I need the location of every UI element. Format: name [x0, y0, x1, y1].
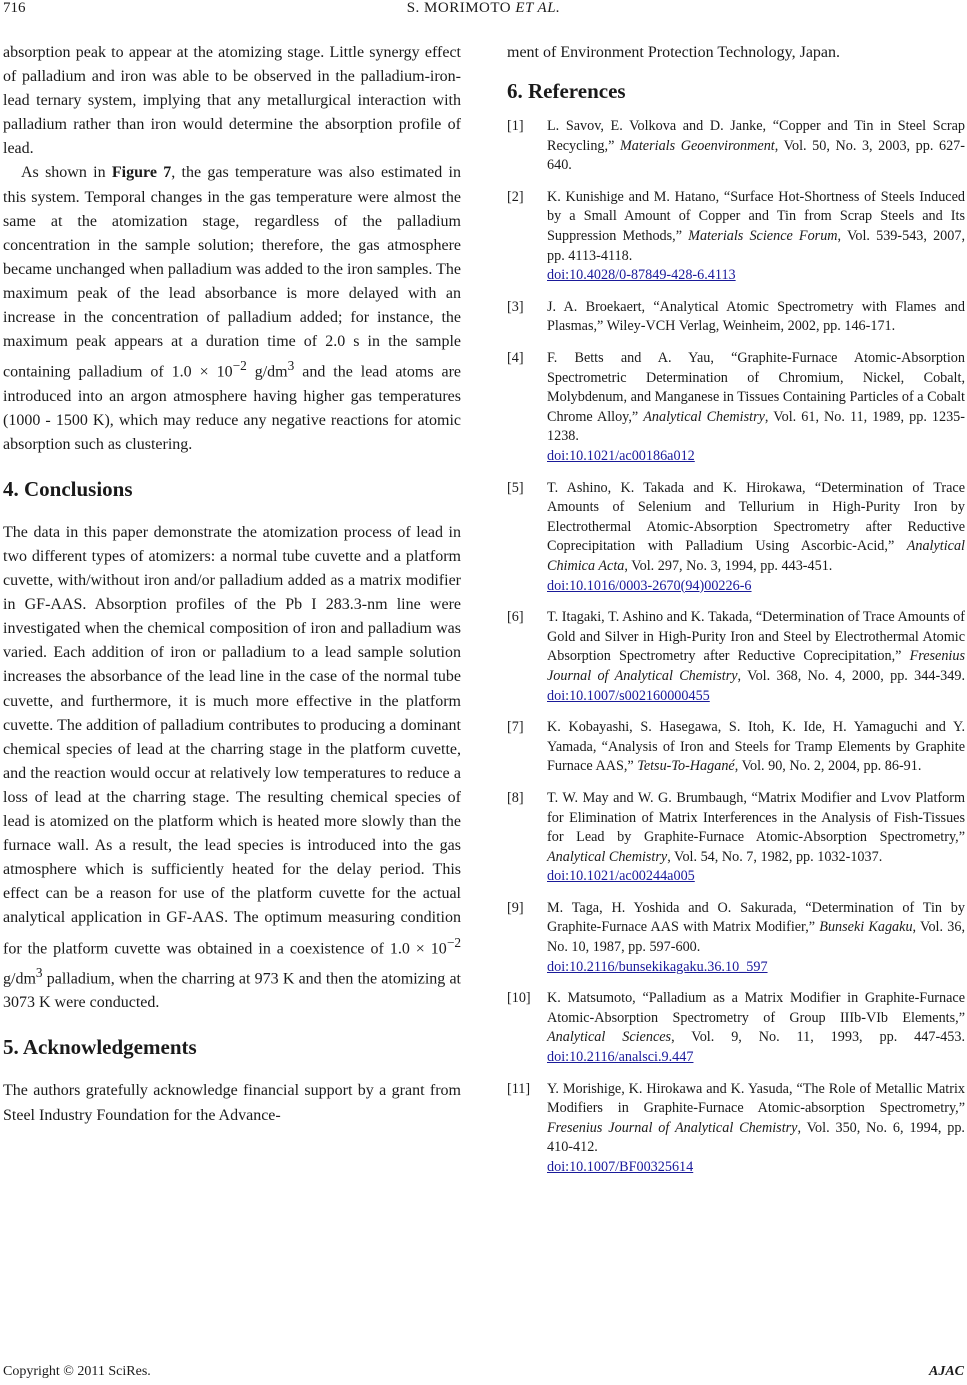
reference-item: [9] M. Taga, H. Yoshida and O. Sakurada, “Determination of Tin by Graphite-Furnace AAS with Matrix Modifier,” Bunseki Kagaku, Vol. 36, No. 10, 1987, pp. 597-600. doi:10.2116/bunsekikagaku.36.10_597 — [507, 899, 965, 975]
reference-journal: Analytical Chemistry — [643, 408, 765, 425]
reference-number: [10] — [507, 990, 531, 1007]
doi-link[interactable]: doi:10.4028/0-87849-428-6.4113 — [547, 267, 736, 284]
doi-link[interactable]: doi:10.1016/0003-2670(94)00226-6 — [547, 577, 752, 594]
reference-journal: Fresenius Journal of Analytical Chemistry — [547, 1119, 798, 1136]
right-column — [507, 41, 965, 1190]
reference-number: [5] — [507, 479, 524, 496]
paragraph-conclusions: The data in this paper demonstrate the atomization process of lead in two different types of atomizers: a normal tube cuvette and a platform cuvette, with/without iron and/or palladium added as a matrix modifier in GF-AAS. Absorption profiles of the Pb I 283.3-nm line were investigated when the chemical composition of iron and palladium was varied. Each addition of iron or palladium to a lead sample solution increases the absorbance of the lead line in the case of the normal tube cuvette, and furthermore, it is much more effective in the platform cuvette. The addition of palladium contributes to producing a dominant chemical species of lead at the charring stage in the platform cuvette, and the reaction would occur at relatively low temperatures to reduce a loss of lead at the charring stage. The resulting chemical species of lead is atomized on the platform which is heated more slowly than the furnace wall. As a result, the lead species is introduced into the gas atmosphere which is sufficiently heated for the delay period. This effect can be a reason for use of the platform cuvette for the actual analytical application in GF-AAS. The optimum measuring condition for the platform cuvette was obtained in a coexistence of $1.0 \times 10^{-2}$ $g/dm^3$ palladium, when the charring at 973 K and then the atomizing at 3073 K were conducted. — [3, 523, 461, 1012]
running-title-etal: ET AL. — [515, 0, 561, 16]
reference-journal: Analytical Chimica Acta — [547, 538, 965, 574]
reference-item: [6] T. Itagaki, T. Ashino and K. Takada, “Determination of Trace Amounts of Gold and Silver in High-Purity Iron and Steel by Electrothermal Atomic Absorption Spectrometry after Reductive Coprecipitation,” Fresenius Journal of Analytical Chemistry, Vol. 368, No. 4, 2000, pp. 344-349. doi:10.1007/s002160000455 — [507, 609, 965, 704]
reference-number: [6] — [507, 609, 524, 626]
reference-item: [5] T. Ashino, K. Takada and K. Hirokawa, “Determination of Trace Amounts of Selenium and Tellurium in High-Purity Iron by Electrothermal Atomic-Absorption Spectrometry after Reductive Coprecipitation with Palladium Using Ascorbic-Acid,” Analytical Chimica Acta, Vol. 297, No. 3, 1994, pp. 443-451. doi:10.1016/0003-2670(94)00226-6 — [507, 479, 965, 594]
paragraph-acknowledgements-cont: ment of Environment Protection Technology, Japan. — [507, 44, 841, 61]
reference-item: [10] K. Matsumoto, “Palladium as a Matrix Modifier in Graphite-Furnace Atomic-Absorption Spectrometry of Group IIIb-VIb Elements,” Analytical Sciences, Vol. 9, No. 11, 1993, pp. 447-453. doi:10.2116/analsci.9.447 — [507, 990, 966, 1066]
doi-link[interactable]: doi:10.1007/BF00325614 — [547, 1159, 694, 1175]
doi-link[interactable]: doi:10.1007/s002160000455 — [547, 687, 710, 704]
reference-journal: Materials Geoenvironment — [619, 137, 775, 154]
journal-abbrev: AJAC — [928, 1364, 964, 1379]
reference-list — [507, 117, 965, 1178]
reference-journal: Tetsu-To-Hagané — [637, 758, 735, 775]
reference-number: [7] — [507, 719, 524, 736]
paragraph-acknowledgements: The authors gratefully acknowledge financial support by a grant from Steel Industry Foundation for the Advance- — [3, 1082, 461, 1124]
reference-journal: Analytical Chemistry — [547, 848, 668, 865]
paragraph-absorption-peak: absorption peak to appear at the atomizing stage. Little synergy effect of palladium and iron was able to be observed in the palladium-iron-lead ternary system, implying that any metallurgical interaction with palladium rather than iron would determine the absorption profile of lead. — [3, 44, 461, 158]
reference-journal: Analytical Sciences — [547, 1029, 672, 1046]
reference-item: [7] K. Kobayashi, S. Hasegawa, S. Itoh, K. Ide, H. Yamaguchi and Y. Yamada, “Analysis of Iron and Steels for Tramp Elements by Graphite Furnace AAS,” Tetsu-To-Hagané, Vol. 90, No. 2, 2004, pp. 86-91. — [507, 719, 965, 775]
running-title — [0, 0, 967, 17]
doi-link[interactable]: doi:10.2116/bunsekikagaku.36.10_597 — [547, 958, 768, 975]
reference-number: [3] — [507, 298, 524, 315]
reference-number: [9] — [507, 899, 524, 916]
reference-journal: Bunseki Kagaku — [819, 919, 913, 936]
paragraph-gas-temperature: As shown in Figure 7, the gas temperature was also estimated in this system. Temporal changes in the gas temperature were almost the same at the atomization stage, regardless of the palladium concentration in the sample solution; therefore, the gas atmosphere became unchanged when palladium was added to the iron samples. The maximum peak of the lead absorbance is more delayed with an increase in the concentration of palladium added; for instance, the maximum peak appears at a duration time of 2.0 s in the sample containing palladium of $1.0 \times 10^{-2}$ $g/dm^3$ and the lead atoms are introduced into an argon atmosphere having higher gas temperatures (1000 - 1500 K), which may reduce any negative reactions for atomic absorption such as clustering. — [3, 164, 462, 453]
reference-item: [1] L. Savov, E. Volkova and D. Janke, “Copper and Tin in Steel Scrap Recycling,” Materials Geoenvironment, Vol. 50, No. 3, 2003, pp. 627-640. — [507, 118, 965, 174]
doi-link[interactable]: doi:10.2116/analsci.9.447 — [547, 1049, 694, 1066]
reference-number: [8] — [507, 789, 524, 806]
doi-link[interactable]: doi:10.1021/ac00186a012 — [547, 448, 695, 464]
left-column — [3, 41, 461, 1128]
reference-item: [4] F. Betts and A. Yau, “Graphite-Furnace Atomic-Absorption Spectrometric Determination of Chromium, Nickel, Cobalt, Molybdenum, and Manganese in Tissues Containing Particles of a Cobalt Chrome Alloy,” Analytical Chemistry, Vol. 61, No. 11, 1989, pp. 1235-1238. doi:10.1021/ac00186a012 — [507, 350, 965, 464]
heading-references: 6. References — [507, 79, 626, 104]
reference-item: [3] J. A. Broekaert, “Analytical Atomic Spectrometry with Flames and Plasmas,” Wiley-VCH Verlag, Weinheim, 2002, pp. 146-171. — [507, 298, 965, 335]
reference-item: [8] T. W. May and W. G. Brumbaugh, “Matrix Modifier and Lvov Platform for Elimination of Matrix Interferences in the Analysis of Fish-Tissues for Lead by Graphite-Furnace Atomic-Absorption Spectrometry,” Analytical Chemistry, Vol. 54, No. 7, 1982, pp. 1032-1037. doi:10.1021/ac00244a005 — [507, 789, 965, 885]
doi-link[interactable]: doi:10.1021/ac00244a005 — [547, 868, 695, 885]
heading-acknowledgements: 5. Acknowledgements — [3, 1035, 197, 1060]
figure-7-ref: Figure 7 — [111, 164, 172, 182]
reference-number: [1] — [507, 118, 524, 135]
reference-journal: Materials Science Forum — [688, 228, 838, 245]
reference-number: [11] — [507, 1080, 531, 1097]
page-number: 716 — [3, 0, 26, 16]
copyright-notice: Copyright © 2011 SciRes. — [3, 1364, 151, 1379]
reference-number: [2] — [507, 188, 524, 205]
reference-item: [11] Y. Morishige, K. Hirokawa and K. Yasuda, “The Role of Metallic Matrix Modifiers in Graphite-Furnace Atomic-absorption Spectrometry,” Fresenius Journal of Analytical Chemistry, Vol. 350, No. 6, 1994, pp. 410-412. doi:10.1007/BF00325614 — [507, 1080, 965, 1175]
reference-journal: Fresenius Journal of Analytical Chemistry — [547, 648, 965, 684]
heading-conclusions: 4. Conclusions — [3, 476, 133, 501]
reference-item: [2] K. Kunishige and M. Hatano, “Surface Hot-Shortness of Steels Induced by a Small Amount of Copper and Tin from Scrap Steels and Its Suppression Methods,” Materials Science Forum, Vol. 539-543, 2007, pp. 4113-4118. doi:10.4028/0-87849-428-6.4113 — [507, 188, 966, 284]
reference-number: [4] — [507, 350, 524, 367]
running-title-authors: S. MORIMOTO — [406, 0, 512, 16]
